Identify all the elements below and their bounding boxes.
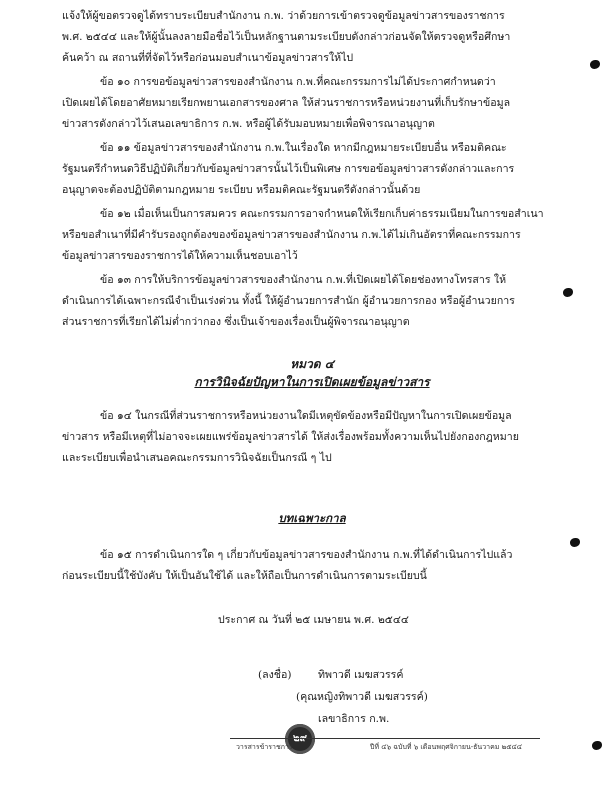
text-line: รัฐมนตรีกำหนดวิธีปฏิบัติเกี่ยวกับข้อมูลข่าวสารนั้นไว้เป็นพิเศษ การขอข้อมูลข่าวสารดังกล่าวและการ xyxy=(62,163,515,175)
text-line: เปิดเผยได้โดยอาศัยหมายเรียกพยานเอกสารของศาล ให้ส่วนราชการหรือหน่วยงานที่เก็บรักษาข้อมูล xyxy=(62,97,511,109)
page-footer xyxy=(230,738,540,755)
text-line: หรือขอสำเนาที่มีคำรับรองถูกต้องของข้อมูลข่าวสารของสำนักงาน ก.พ.ได้ไม่เกินอัตราที่คณะกรรมการ xyxy=(62,229,521,241)
text-line: ข้อ ๑๑ ข้อมูลข่าวสารของสำนักงาน ก.พ.ในเรื่องใด หากมีกฎหมายระเบียบอื่น หรือมติคณะ xyxy=(100,142,507,154)
clause-12 xyxy=(62,204,562,267)
signature-name: ทิพาวดี เมฆสวรรค์ xyxy=(318,669,404,681)
paragraph-continuation xyxy=(62,6,562,69)
text-line: ส่วนราชการที่เรียกได้ไม่ต่ำกว่ากอง ซึ่งเป็นเจ้าของเรื่องเป็นผู้พิจารณาอนุญาต xyxy=(62,316,410,328)
punch-hole-mark xyxy=(592,741,602,750)
text-line: และระเบียบเพื่อนำเสนอคณะกรรมการวินิจฉัยเป็นกรณี ๆ ไป xyxy=(62,452,332,464)
chapter-title: การวินิจฉัยปัญหาในการเปิดเผยข้อมูลข่าวสาร xyxy=(194,375,430,389)
signature-label: (ลงชื่อ) xyxy=(258,669,292,681)
text-line: ข้อมูลข่าวสารของราชการได้ให้ความเห็นชอบเอาไว้ xyxy=(62,250,298,262)
text-line: ข้อ ๑๐ การขอข้อมูลข่าวสารของสำนักงาน ก.พ.ที่คณะกรรมการไม่ได้ประกาศกำหนดว่า xyxy=(100,76,496,88)
punch-hole-mark xyxy=(563,288,573,297)
transitional-title: บทเฉพาะกาล xyxy=(278,511,346,525)
text-line: แจ้งให้ผู้ขอตรวจดูได้ทราบระเบียบสำนักงาน ก.พ. ว่าด้วยการเข้าตรวจดูข้อมูลข่าวสารของราชการ xyxy=(62,10,505,22)
text-line: ข่าวสารดังกล่าวไว้เสนอเลขาธิการ ก.พ. หรือผู้ได้รับมอบหมายเพื่อพิจารณาอนุญาต xyxy=(62,118,435,130)
page-number-badge: ๒๙ xyxy=(285,724,315,754)
footer-journal: วารสารข้าราชการ xyxy=(236,743,293,751)
clause-11 xyxy=(62,138,562,201)
clause-15 xyxy=(62,545,562,587)
text-line: พ.ศ. ๒๕๔๔ และให้ผู้นั้นลงลายมือชื่อไว้เป็นหลักฐานตามระเบียบดังกล่าวก่อนจัดให้ตรวจดูหรือศึกษา xyxy=(62,31,511,43)
punch-hole-mark xyxy=(570,538,580,547)
text-line: ข้อ ๑๒ เมื่อเห็นเป็นการสมควร คณะกรรมการอาจกำหนดให้เรียกเก็บค่าธรรมเนียมในการขอสำเนา xyxy=(100,208,544,220)
text-line: ข้อ ๑๕ การดำเนินการใด ๆ เกี่ยวกับข้อมูลข่าวสารของสำนักงาน ก.พ.ที่ได้ดำเนินการไปแล้ว xyxy=(100,549,513,561)
punch-hole-mark xyxy=(590,60,600,69)
clause-10 xyxy=(62,72,562,135)
clause-13 xyxy=(62,270,562,333)
text-line: ข้อ ๑๓ การให้บริการข้อมูลข่าวสารของสำนักงาน ก.พ.ที่เปิดเผยได้โดยช่องทางโทรสาร ให้ xyxy=(100,274,507,286)
text-line: ดำเนินการได้เฉพาะกรณีจำเป็นเร่งด่วน ทั้งนี้ ให้ผู้อำนวยการสำนัก ผู้อำนวยการกอง หรือผู้อำนวยการ xyxy=(62,295,515,307)
signature-full-name: (คุณหญิงทิพาวดี เมฆสวรรค์) xyxy=(296,691,428,703)
text-line: อนุญาตจะต้องปฏิบัติตามกฎหมาย ระเบียบ หรือมติคณะรัฐมนตรีดังกล่าวนั้นด้วย xyxy=(62,184,421,196)
text-line: ข่าวสาร หรือมีเหตุที่ไม่อาจจะเผยแพร่ข้อมูลข่าวสารได้ ให้ส่งเรื่องพร้อมทั้งความเห็นไปยังกองกฎหมาย xyxy=(62,431,519,443)
clause-14 xyxy=(62,406,562,469)
announcement-date: ประกาศ ณ วันที่ ๒๕ เมษายน พ.ศ. ๒๕๔๔ xyxy=(218,614,409,626)
text-line: ก่อนระเบียบนี้ใช้บังคับ ให้เป็นอันใช้ได้ และให้ถือเป็นการดำเนินการตามระเบียบนี้ xyxy=(62,570,427,582)
text-line: ค้นคว้า ณ สถานที่ที่จัดไว้หรือก่อนมอบสำเนาข้อมูลข่าวสารให้ไป xyxy=(62,52,354,64)
signature-position: เลขาธิการ ก.พ. xyxy=(318,713,390,725)
footer-issue: ปีที่ ๔๖ ฉบับที่ ๖ เดือนพฤศจิกายน-ธันวาคม ๒๕๔๔ xyxy=(370,743,523,751)
chapter-number: หมวด ๔ xyxy=(290,357,334,371)
text-line: ข้อ ๑๔ ในกรณีที่ส่วนราชการหรือหน่วยงานใดมีเหตุขัดข้องหรือมีปัญหาในการเปิดเผยข้อมูล xyxy=(100,410,512,422)
